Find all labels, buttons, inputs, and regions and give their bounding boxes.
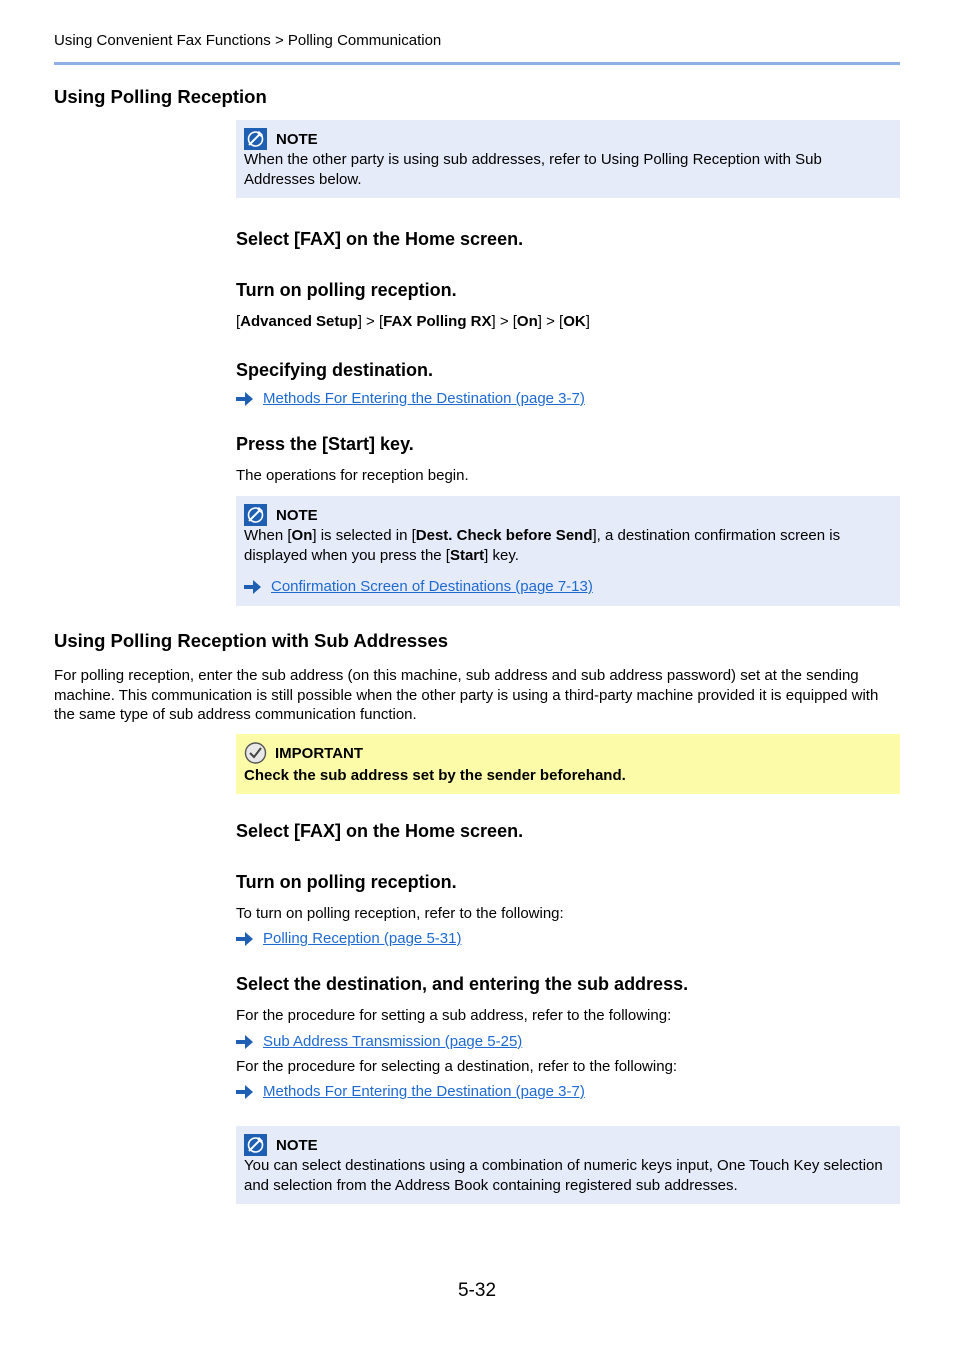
intro-paragraph: For polling reception, enter the sub address (on this machine, sub address and sub address password) set at the sending machine. This communication is still possible when the other party is using a third-party machine provided it is equipped with the same type of sub address communication function. bbox=[54, 667, 879, 723]
step-select-destination-sub-address: Select the destination, and entering the sub address. bbox=[236, 974, 689, 994]
note-text: When [On] is selected in [Dest. Check before Send], a destination confirmation screen is displayed when you press the [Start] key. bbox=[244, 527, 841, 564]
step-turn-on-polling: Turn on polling reception. bbox=[236, 280, 457, 300]
link-row bbox=[244, 578, 593, 595]
note-text: You can select destinations using a combination of numeric keys input, One Touch Key selection and selection from the Address Book containing registered sub addresses. bbox=[244, 1157, 883, 1194]
step-description: To turn on polling reception, refer to the following: bbox=[236, 905, 564, 922]
arrow-right-icon bbox=[236, 1085, 253, 1099]
note-text: When the other party is using sub addresses, refer to Using Polling Reception with Sub Addresses below. bbox=[244, 151, 822, 188]
important-label: IMPORTANT bbox=[275, 744, 364, 762]
arrow-right-icon bbox=[236, 392, 253, 406]
note-icon bbox=[244, 128, 267, 150]
step-description: For the procedure for setting a sub address, refer to the following: bbox=[236, 1007, 672, 1024]
step-press-start: Press the [Start] key. bbox=[236, 434, 414, 454]
step-description: The operations for reception begin. bbox=[236, 467, 469, 484]
link-methods-entering-destination[interactable]: Methods For Entering the Destination (page 3-7) bbox=[263, 390, 585, 407]
note-label: NOTE bbox=[276, 506, 318, 524]
arrow-right-icon bbox=[236, 932, 253, 946]
link-polling-reception[interactable]: Polling Reception (page 5-31) bbox=[263, 930, 462, 947]
link-row bbox=[236, 1083, 585, 1100]
important-text: Check the sub address set by the sender beforehand. bbox=[244, 767, 626, 784]
step-select-fax: Select [FAX] on the Home screen. bbox=[236, 229, 524, 249]
step-specify-destination: Specifying destination. bbox=[236, 360, 434, 380]
header-divider bbox=[54, 62, 900, 65]
note-box bbox=[236, 496, 900, 606]
note-icon bbox=[244, 1134, 267, 1156]
link-confirmation-screen[interactable]: Confirmation Screen of Destinations (page 7-13) bbox=[271, 578, 593, 595]
step-select-fax: Select [FAX] on the Home screen. bbox=[236, 821, 524, 841]
step-description: For the procedure for selecting a destination, refer to the following: bbox=[236, 1058, 678, 1075]
note-box bbox=[236, 1126, 900, 1204]
page-number: 5-32 bbox=[457, 1280, 497, 1301]
arrow-right-icon bbox=[236, 1035, 253, 1049]
link-row bbox=[236, 930, 461, 947]
step-turn-on-polling: Turn on polling reception. bbox=[236, 872, 457, 892]
note-label: NOTE bbox=[276, 130, 318, 148]
breadcrumb: Using Convenient Fax Functions > Polling Communication bbox=[54, 32, 442, 49]
section-title-sub-addresses: Using Polling Reception with Sub Addresses bbox=[54, 630, 449, 651]
important-box bbox=[236, 734, 900, 794]
link-row bbox=[236, 390, 585, 407]
note-icon bbox=[244, 504, 267, 526]
arrow-right-icon bbox=[244, 580, 261, 594]
menu-path: [Advanced Setup] > [FAX Polling RX] > [On] > [OK] bbox=[236, 313, 590, 330]
link-methods-entering-destination[interactable]: Methods For Entering the Destination (page 3-7) bbox=[263, 1083, 585, 1100]
checkmark-icon bbox=[244, 742, 267, 764]
link-row bbox=[236, 1033, 522, 1050]
section-title-polling-reception: Using Polling Reception bbox=[54, 86, 267, 107]
link-sub-address-transmission[interactable]: Sub Address Transmission (page 5-25) bbox=[263, 1033, 523, 1050]
note-label: NOTE bbox=[276, 1136, 318, 1154]
note-box bbox=[236, 120, 900, 198]
